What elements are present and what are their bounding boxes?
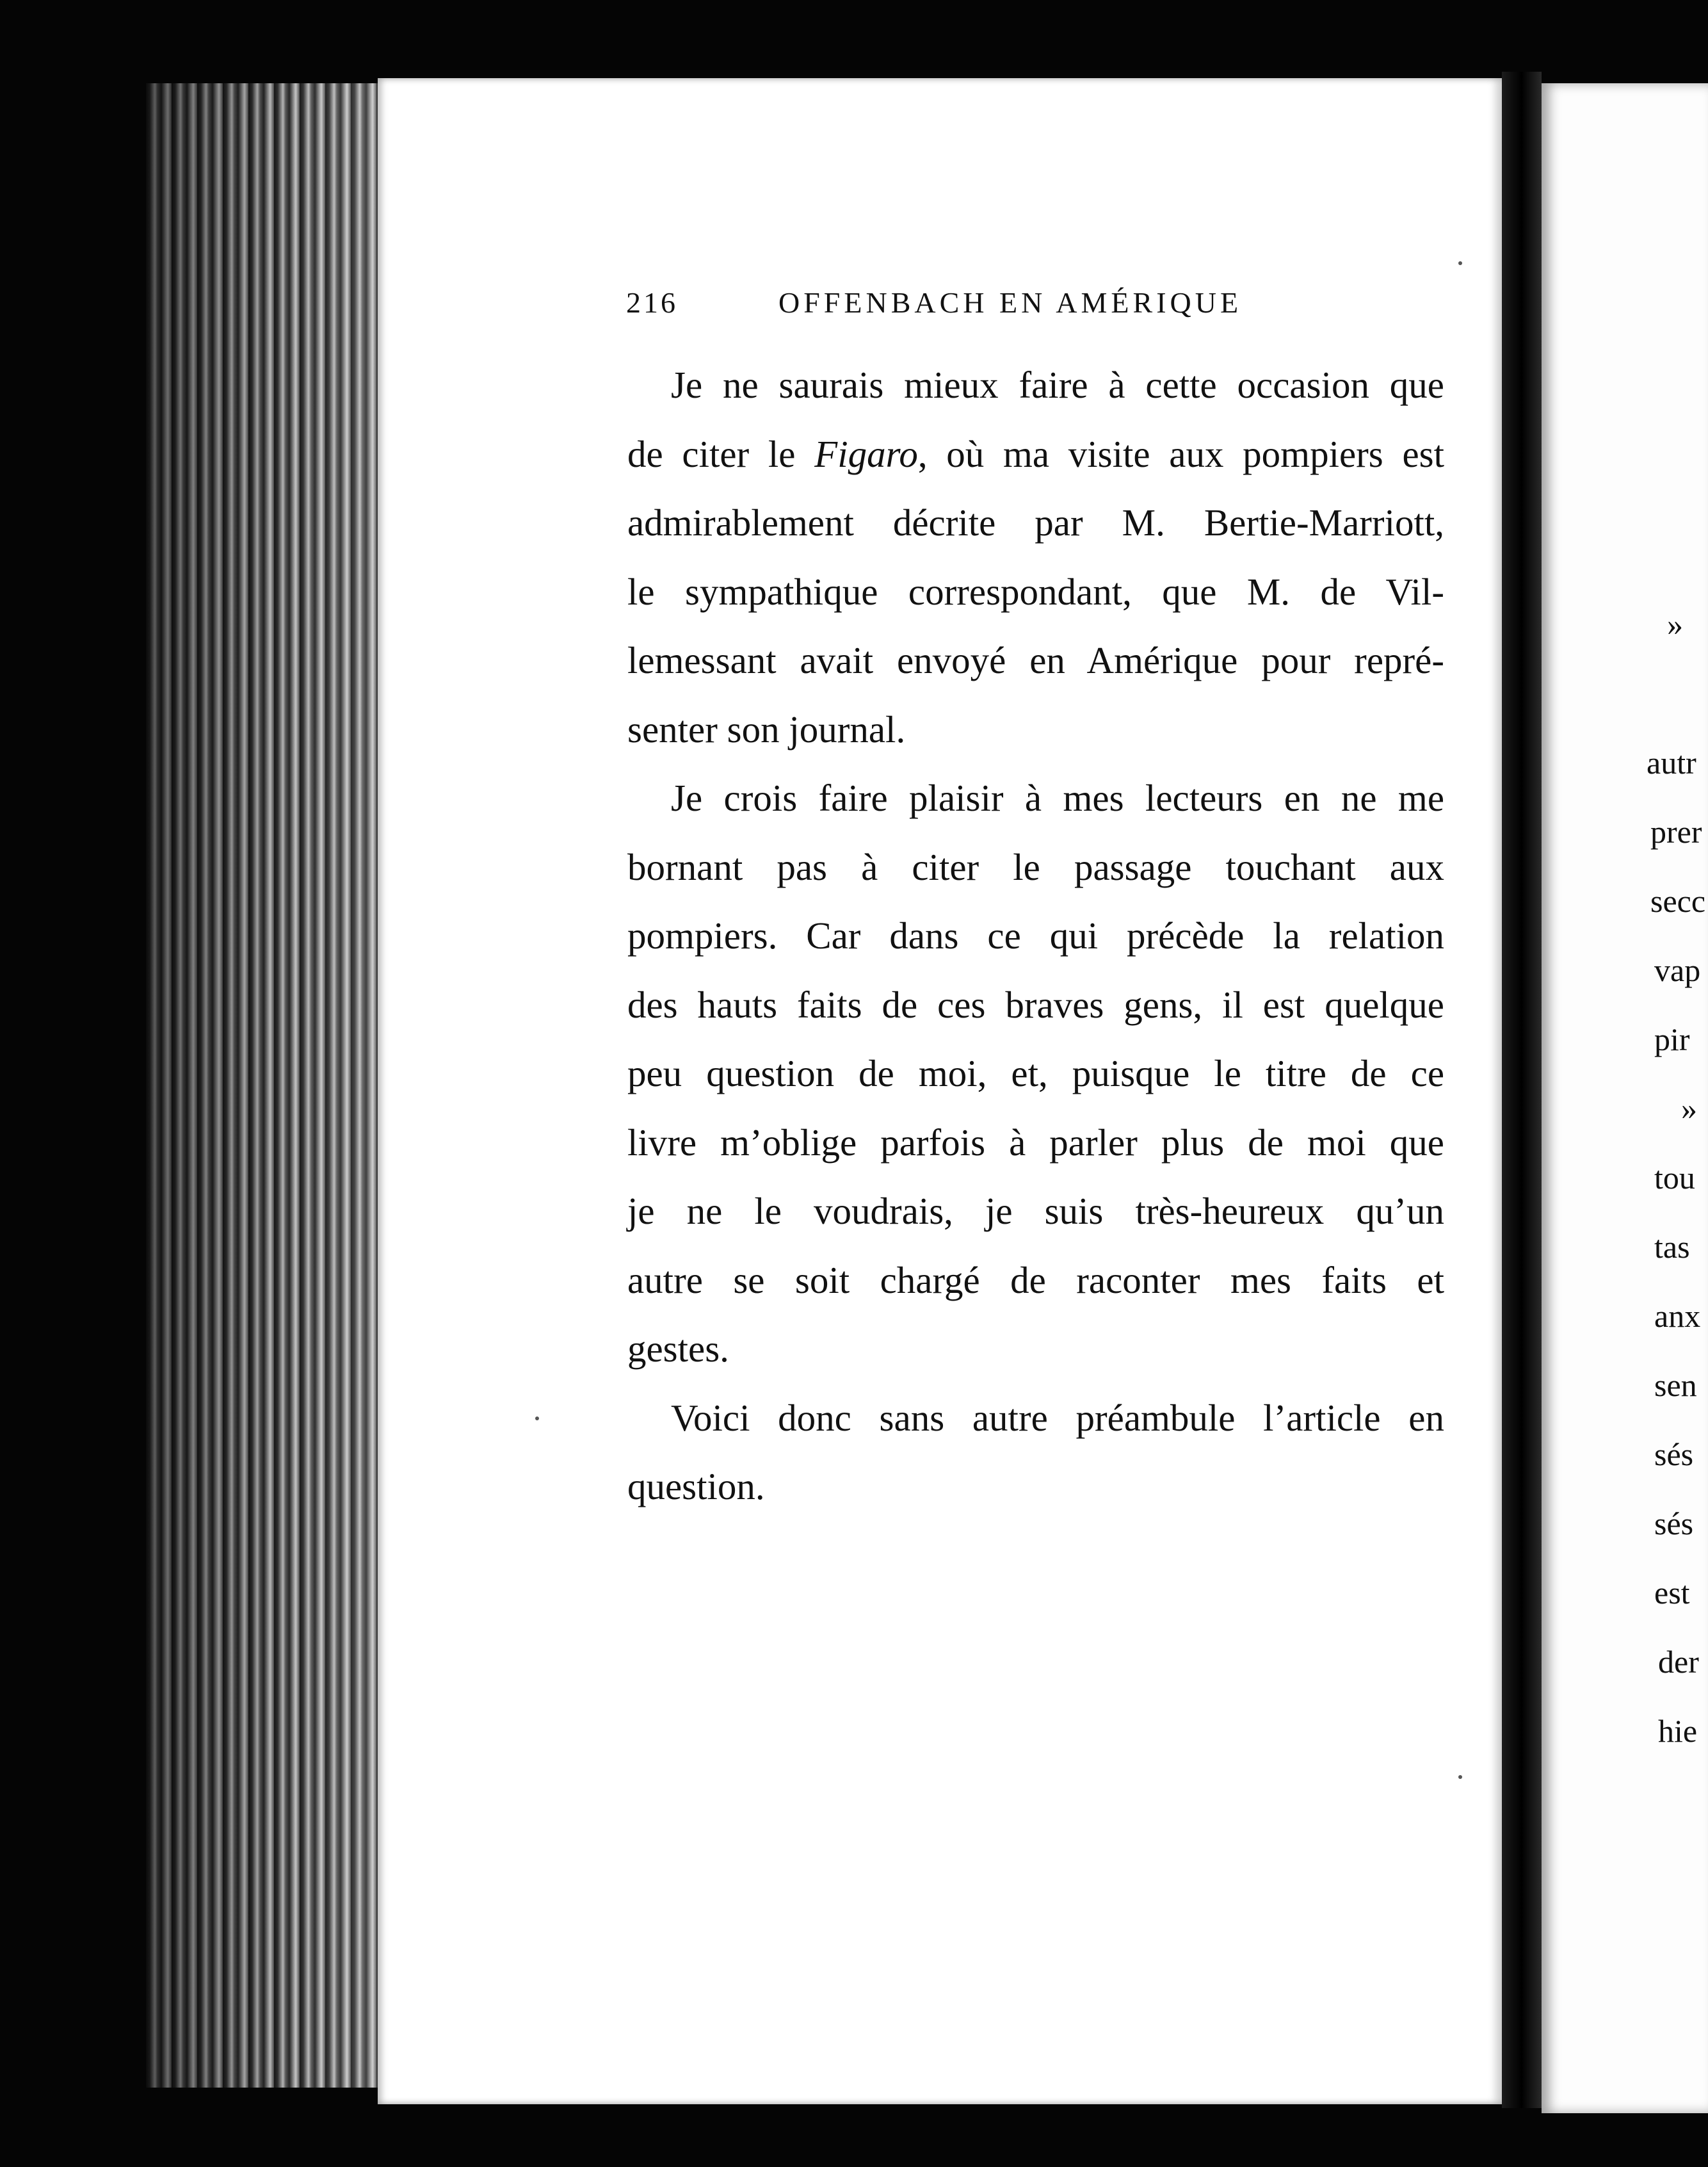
paragraph-3 xyxy=(627,1384,1444,1522)
text-line xyxy=(627,420,1444,489)
facing-fragment: tou xyxy=(1654,1160,1695,1196)
text-line: Voici donc sans autre préambule l’article en xyxy=(671,1396,1444,1439)
italic-title: Figaro xyxy=(814,432,918,475)
paragraph-1 xyxy=(627,351,1444,764)
facing-fragment: anx xyxy=(1654,1298,1701,1334)
page-number: 216 xyxy=(626,286,678,319)
facing-fragment: prer xyxy=(1650,814,1702,850)
text-line: le sympathique correspondant, que M. de Vil- xyxy=(627,570,1444,613)
text-segment: , où ma visite aux pompiers est xyxy=(917,432,1444,475)
text-line: autre se soit chargé de raconter mes faits et xyxy=(627,1258,1444,1301)
facing-fragment: der xyxy=(1658,1644,1699,1680)
text-line: des hauts faits de ces braves gens, il est quelque xyxy=(627,983,1444,1026)
facing-fragment: vap xyxy=(1654,952,1701,988)
running-head xyxy=(626,286,1266,324)
facing-fragment: hie xyxy=(1658,1713,1698,1749)
text-line: pompiers. Car dans ce qui précède la relation xyxy=(627,914,1444,957)
book-page-edges xyxy=(146,83,384,2088)
text-line: bornant pas à citer le passage touchant aux xyxy=(627,845,1444,888)
text-line: admirablement décrite par M. Bertie-Marriott, xyxy=(627,501,1444,544)
text-line: livre m’oblige parfois à parler plus de moi que xyxy=(627,1121,1444,1164)
facing-fragment: pir xyxy=(1654,1021,1690,1057)
text-segment: de citer le xyxy=(627,432,815,475)
facing-fragment: secc xyxy=(1650,883,1706,919)
running-title: OFFENBACH EN AMÉRIQUE xyxy=(778,286,1243,319)
text-line: Je crois faire plaisir à mes lecteurs en ne me xyxy=(671,777,1444,819)
body-text xyxy=(627,351,1444,1522)
book-gutter xyxy=(1502,72,1542,2108)
text-line: question. xyxy=(627,1465,765,1507)
facing-fragment: » xyxy=(1681,1091,1697,1126)
text-line: lemessant avait envoyé en Amérique pour repré- xyxy=(627,639,1444,681)
facing-fragment: tas xyxy=(1654,1229,1690,1265)
scan-speck xyxy=(1458,1775,1462,1779)
facing-fragment: sés xyxy=(1654,1436,1694,1472)
paragraph-2 xyxy=(627,764,1444,1384)
text-line: je ne le voudrais, je suis très-heureux qu’un xyxy=(627,1190,1444,1232)
facing-fragment: est xyxy=(1654,1575,1690,1611)
scan-speck xyxy=(1458,261,1462,265)
facing-fragment: sés xyxy=(1654,1506,1694,1541)
text-line: gestes. xyxy=(627,1327,729,1370)
text-line: senter son journal. xyxy=(627,708,906,751)
text-line: peu question de moi, et, puisque le titre de ce xyxy=(627,1052,1444,1094)
facing-fragment: sen xyxy=(1654,1367,1697,1403)
facing-fragment: autr xyxy=(1647,745,1696,781)
scan-speck xyxy=(535,1416,539,1420)
text-line: Je ne saurais mieux faire à cette occasion que xyxy=(671,364,1444,406)
facing-fragment: » xyxy=(1667,606,1683,642)
book-page-right xyxy=(1542,83,1708,2113)
